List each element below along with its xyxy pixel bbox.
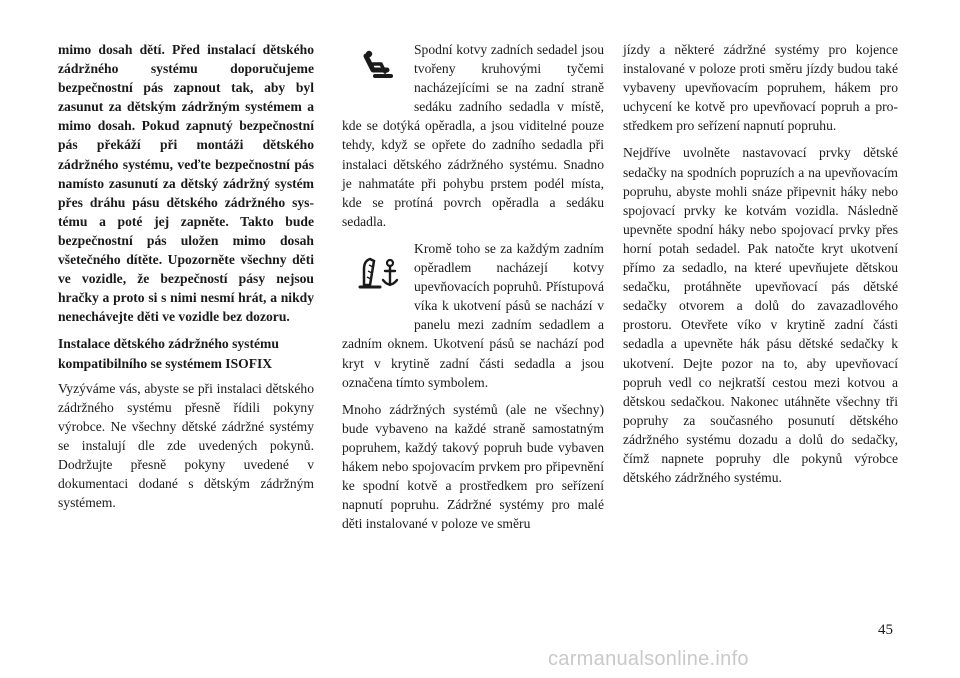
lower-anchors-text: Spodní kotvy zadních sedadel jsou tvořeny kruhovými tyčemi nacházejícími se na zadní straně sedáku zadního sedadla v místě, kde se dotýká opěradla, a jsou viditelné pouze tehdy, když se opřete do zadního sedadla při instalaci dětského zádržného systému. Snadno je nahmatáte při pohybu prstem podél místa, kde se protíná povrch opěradla a sedáku sedadla. — [342, 42, 604, 229]
tether-anchor-icon — [342, 239, 414, 317]
column-middle — [342, 40, 604, 541]
section-heading: Instalace dětského zádržného systému kompatibilního se systémem ISOFIX — [58, 336, 279, 371]
tether-paragraph — [342, 239, 604, 392]
child-seat-anchor-icon — [342, 40, 414, 110]
column-left — [58, 40, 314, 520]
straps-paragraph: Mnoho zádržných systémů (ale ne všechny) bude vybaveno na každé straně samostatným popruhem, každý takový popruh bude vybaven hákem nebo spojovacím prvkem pro připevnění ke spodní kotvě a prostředkem pro seřízení napnutí popruhu. Zádržné systémy pro malé děti instalované v poloze ve směru — [342, 401, 604, 532]
instructions-paragraph: Nejdříve uvolněte nastavovací prvky dětské sedačky na spodních popruzích a na upevňovacím popruhu, abyste mohli snáze připevnit háky nebo spojovací prvky ke kotvám vozidla. Následně upevněte spodní háky nebo spojovací prvky přes horní potah sedadel. Pak natočte kryt ukotvení přímo za sedadlo, na které upevňujete dětskou sedačku, protáhněte upevňovací pás dětské sedačky otvorem a dolů do zavazadlového prostoru. Otevřete víko v krytině zadní části sedadla a upevněte hák pásu dětské sedačky k ukotvení. Dejte pozor na to, aby upevňovací popruh vedl co nejkratší cestou mezi kotvou a dětskou sedačkou. Nakonec utáhněte všechny tři popruhy za současného posunutí dětského zádržného systému dozadu a dolů do sedačky, čímž napnete popruhy dle pokynů výrobce dětského zádržného systému. — [623, 145, 898, 486]
continuation-paragraph: jízdy a některé zádržné systémy pro kojence instalované v poloze proti směru jízdy budou také vybaveny upevňovacím popruhem, hákem pro uchycení ke kotvě pro upevňovací popruh a prostředkem pro seřízení napnutí popruhu. — [623, 42, 898, 134]
page-number: 45 — [878, 622, 893, 638]
column-right — [623, 40, 898, 495]
tether-text: Kromě toho se za každým zadním opěradlem nacházejí kotvy upevňovacích popruhů. Přístupová víka k ukotvení pásů se nachází v panelu mezi zadním sedadlem a zadním oknem. Ukotvení pásů se nachází pod kryt v krytině zadní části sedadla a jsou označena tímto symbolem. — [342, 240, 604, 390]
lower-anchors-paragraph — [342, 40, 604, 231]
watermark: carmanualsonline.info — [548, 648, 749, 670]
intro-paragraph: Vyzýváme vás, abyste se při instalaci dětského zádržného systému přesně řídili pokyny výrobce. Ne všechny dětské zádržné systémy se instalují dle zde uvedených pokynů. Dodržujte přesně pokyny uvedené v dokumentaci dodané s dětským zádržným systémem. — [58, 380, 314, 511]
warning-text: mimo dosah dětí. Před instalací dětského zádržného systému doporučujeme bezpečnostní pás zapnout tak, aby byl zasunut za dětským zádržným systémem a mimo dosah. Pokud zapnutý bezpečnostní pás překáží při montáži dětského zádržného systému, veďte bezpečnostní pás namísto zasunutí za dětský zádržný systém přes dráhu pásu dětského zádržného systému a poté jej zapněte. Takto bude bezpečnostní pás uložen mimo dosah všetečného dítěte. Upozorněte všechny děti ve vozidle, že bezpečností pásy nejsou hračky a proto si s nimi nesmí hrát, a nikdy nenechávejte děti ve vozidle bez dozoru. — [58, 42, 314, 325]
